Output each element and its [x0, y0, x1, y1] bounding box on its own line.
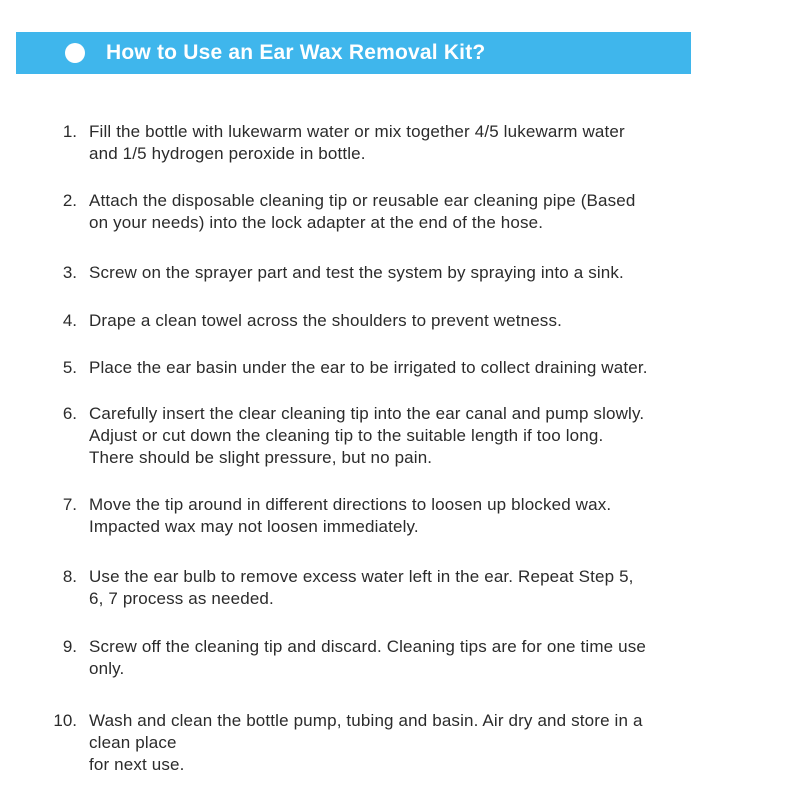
step-number: 8. [62, 567, 77, 586]
step-text [89, 357, 779, 379]
step-text-line: Adjust or cut down the cleaning tip to the suitable length if too long. [89, 426, 604, 445]
step-text-line: Screw on the sprayer part and test the system by spraying into a sink. [89, 263, 624, 282]
bullet-dot-icon [65, 43, 85, 63]
step-text-line: and 1/5 hydrogen peroxide in bottle. [89, 144, 366, 163]
step-text [89, 310, 779, 332]
step-number: 4. [62, 311, 77, 330]
step-text-line: clean place [89, 733, 177, 752]
step-number: 5. [62, 358, 77, 377]
step-text-line: Wash and clean the bottle pump, tubing and basin. Air dry and store in a [89, 711, 643, 730]
step-text-line: Screw off the cleaning tip and discard. Cleaning tips are for one time use [89, 637, 646, 656]
step-text [89, 710, 779, 776]
step-text [89, 190, 779, 234]
step-text-line: only. [89, 659, 125, 678]
step-number: 10. [53, 711, 77, 730]
step-text-line: Carefully insert the clear cleaning tip into the ear canal and pump slowly. [89, 404, 645, 423]
step-text [89, 262, 779, 284]
step-text [89, 494, 779, 538]
step-number: 2. [62, 191, 77, 210]
step-text-line: 6, 7 process as needed. [89, 589, 274, 608]
step-text-line: Move the tip around in different directions to loosen up blocked wax. [89, 495, 612, 514]
step-number: 9. [62, 637, 77, 656]
page-title: How to Use an Ear Wax Removal Kit? [106, 41, 486, 64]
step-number: 3. [62, 263, 77, 282]
step-text-line: Impacted wax may not loosen immediately. [89, 517, 419, 536]
step-text-line: Drape a clean towel across the shoulders to prevent wetness. [89, 311, 562, 330]
step-text [89, 636, 779, 680]
header-bar [16, 32, 691, 74]
step-text [89, 566, 779, 610]
step-text-line: on your needs) into the lock adapter at the end of the hose. [89, 213, 544, 232]
step-number: 1. [62, 122, 77, 141]
step-text-line: Place the ear basin under the ear to be irrigated to collect draining water. [89, 358, 648, 377]
step-text-line: Fill the bottle with lukewarm water or mix together 4/5 lukewarm water [89, 122, 625, 141]
step-text [89, 403, 779, 469]
step-text-line: There should be slight pressure, but no pain. [89, 448, 433, 467]
step-text-line: Attach the disposable cleaning tip or reusable ear cleaning pipe (Based [89, 191, 636, 210]
step-text-line: for next use. [89, 755, 185, 774]
step-number: 7. [62, 495, 77, 514]
step-text [89, 121, 779, 165]
step-text-line: Use the ear bulb to remove excess water left in the ear. Repeat Step 5, [89, 567, 634, 586]
step-number: 6. [62, 404, 77, 423]
